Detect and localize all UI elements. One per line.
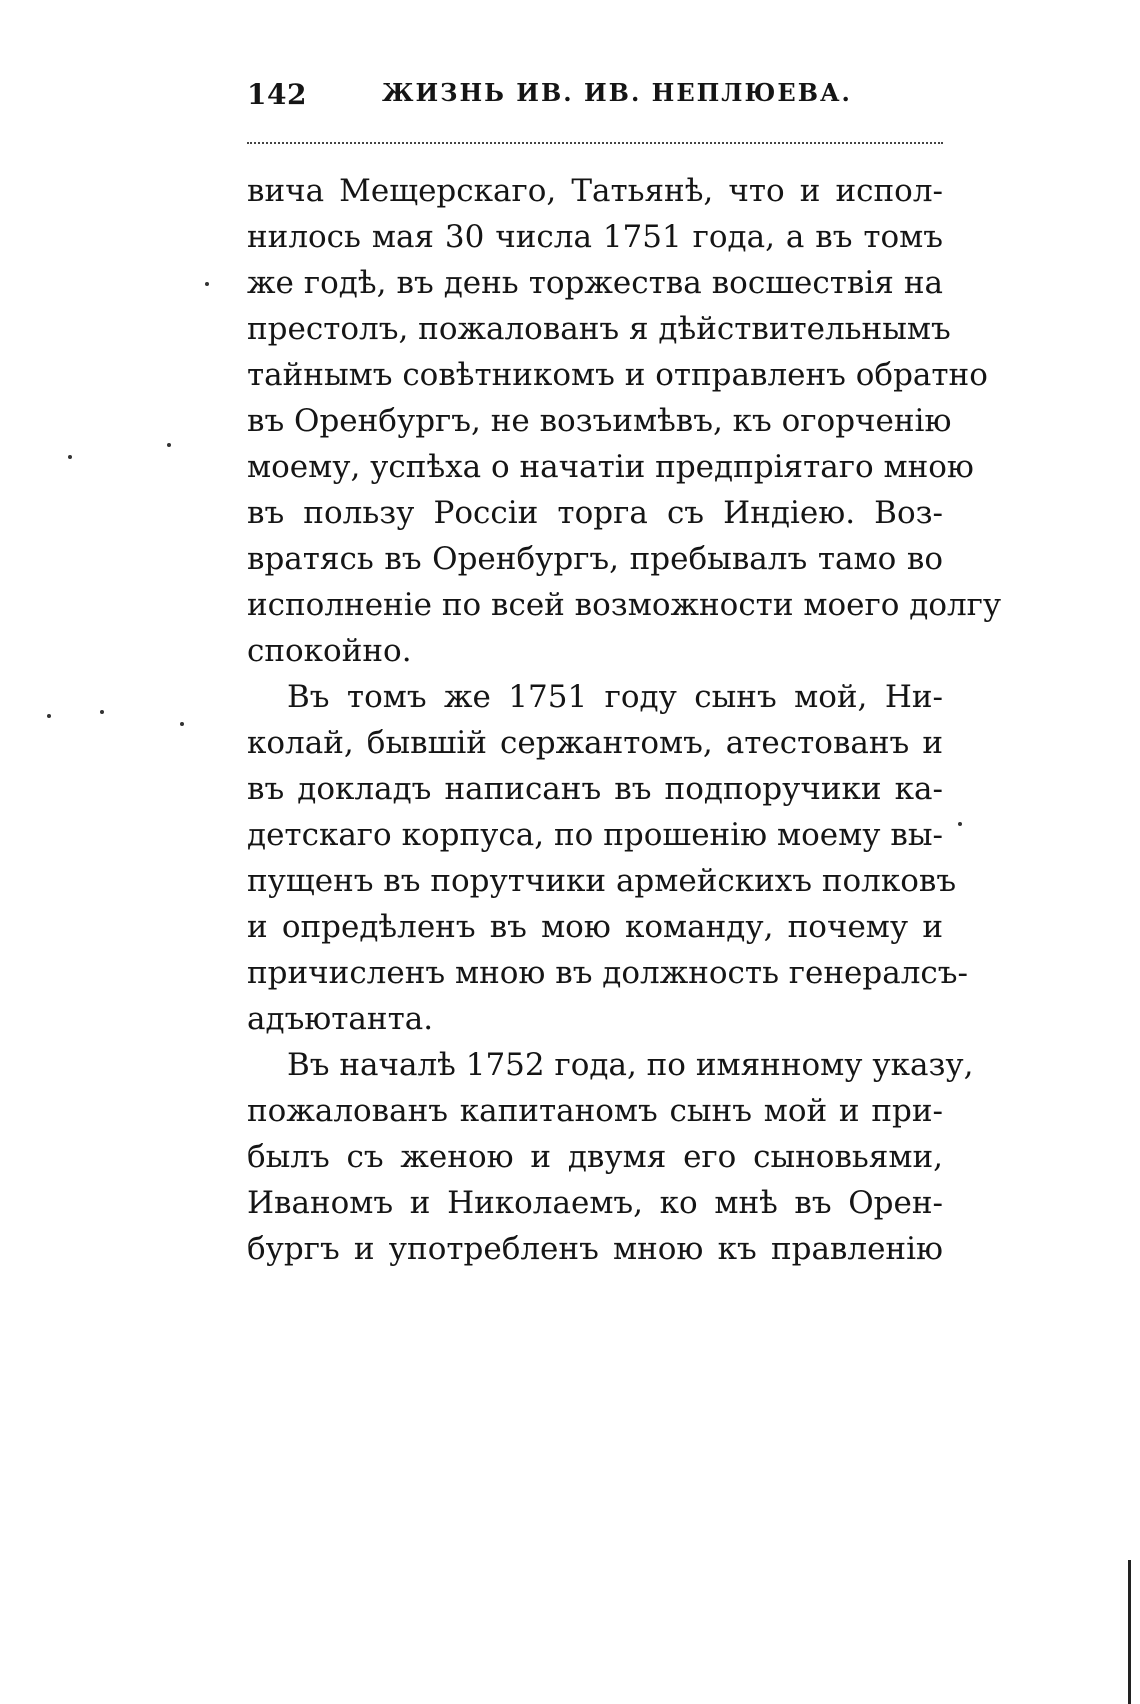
scan-speck bbox=[100, 710, 104, 714]
text-line: моему, успѣха о начатіи предпріятаго мною bbox=[247, 449, 974, 485]
text-line: Иваномъ и Николаемъ, ко мнѣ въ Орен- bbox=[247, 1185, 943, 1221]
text-line: въ Оренбургъ, не возъимѣвъ, къ огорченію bbox=[247, 403, 952, 439]
scan-margin-edge bbox=[1128, 1560, 1131, 1704]
scan-speck bbox=[68, 455, 72, 459]
body-text bbox=[247, 168, 1002, 1272]
text-line: вратясь въ Оренбургъ, пребывалъ тамо во bbox=[247, 541, 943, 577]
scan-speck bbox=[958, 822, 962, 826]
text-line: бургъ и употребленъ мною къ правленію bbox=[247, 1231, 943, 1267]
text-line: причисленъ мною въ должность генералсъ- bbox=[247, 955, 968, 991]
text-line: пущенъ въ порутчики армейскихъ полковъ bbox=[247, 863, 957, 899]
scan-speck bbox=[180, 722, 184, 726]
text-line: детскаго корпуса, по прошенію моему вы- bbox=[247, 817, 943, 853]
header-rule bbox=[247, 142, 943, 144]
text-line: вича Мещерскаго, Татьянѣ, что и испол- bbox=[247, 173, 943, 209]
text-line: Въ началѣ 1752 года, по имянному указу, bbox=[287, 1047, 974, 1083]
text-line: исполненіе по всей возможности моего долгу bbox=[247, 587, 1002, 623]
running-title: ЖИЗНЬ ИВ. ИВ. НЕПЛЮЕВА. bbox=[382, 78, 852, 107]
text-line: спокойно. bbox=[247, 633, 412, 669]
text-line: нилось мая 30 числа 1751 года, а въ томъ bbox=[247, 219, 943, 255]
text-line: и опредѣленъ въ мою команду, почему и bbox=[247, 909, 943, 945]
text-line: колай, бывшій сержантомъ, атестованъ и bbox=[247, 725, 943, 761]
text-line: Въ томъ же 1751 году сынъ мой, Ни- bbox=[287, 679, 943, 715]
text-line: тайнымъ совѣтникомъ и отправленъ обратно bbox=[247, 357, 988, 393]
text-line: престолъ, пожалованъ я дѣйствительнымъ bbox=[247, 311, 951, 347]
text-line: пожалованъ капитаномъ сынъ мой и при- bbox=[247, 1093, 943, 1129]
page-header bbox=[247, 78, 945, 118]
text-line: въ пользу Россіи торга съ Индіею. Воз- bbox=[247, 495, 943, 531]
scan-speck bbox=[167, 443, 171, 447]
text-line: же годѣ, въ день торжества восшествія на bbox=[247, 265, 943, 301]
text-line: въ докладъ написанъ въ подпоручики ка- bbox=[247, 771, 943, 807]
scan-speck bbox=[47, 714, 51, 718]
page-number: 142 bbox=[247, 78, 307, 111]
text-line: былъ съ женою и двумя его сыновьями, bbox=[247, 1139, 943, 1175]
text-line: адъютанта. bbox=[247, 1001, 434, 1037]
scan-speck bbox=[205, 282, 209, 286]
